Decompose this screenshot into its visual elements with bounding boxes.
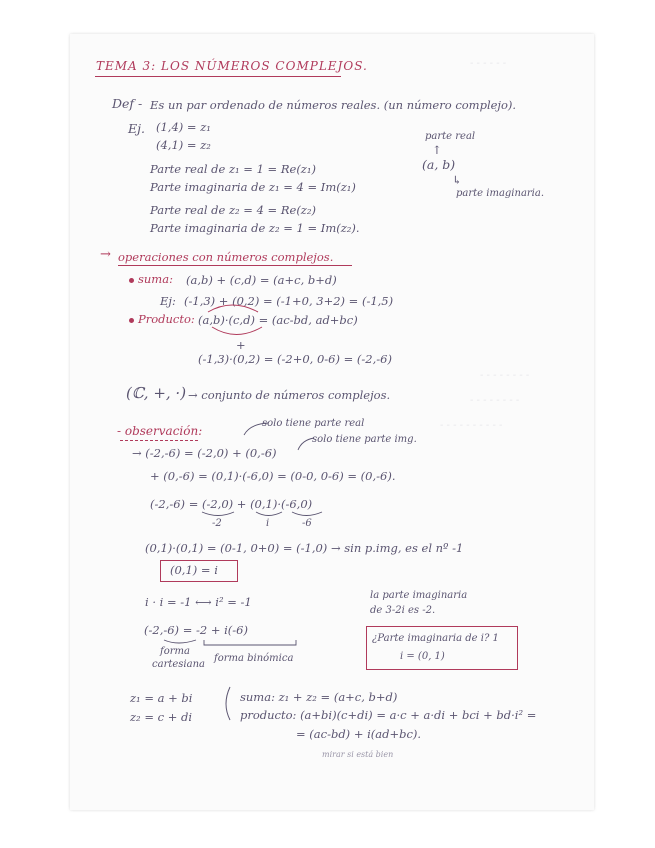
complex-set-symbol: (ℂ, +, ·)	[126, 384, 187, 402]
ops-arrow-icon: →	[100, 247, 111, 262]
diagram-imag-label: parte imaginaria.	[456, 188, 545, 199]
producto-label: Producto:	[138, 312, 195, 326]
def-text: Es un par ordenado de números reales. (un número complejo).	[150, 98, 517, 112]
suma-formula: (a,b) + (c,d) = (a+c, b+d)	[186, 273, 337, 287]
diagram-arrow-up-icon: ↑	[432, 143, 442, 157]
ex-z2: (4,1) = z₂	[156, 138, 211, 152]
z1-definition: z₁ = a + bi	[130, 691, 193, 705]
real-part-z2: Parte real de z₂ = 4 = Re(z₂)	[150, 203, 316, 217]
product-binomial: producto: (a+bi)(c+di) = a·c + a·di + bci + bd·i² =	[240, 708, 537, 722]
observacion-title: - observación:	[117, 424, 203, 438]
diagram-arrow-down-icon: ↳	[452, 173, 462, 187]
forma-cartesiana-1: forma	[160, 646, 190, 657]
note-imag-line-2: de 3-2i es -2.	[370, 605, 436, 616]
real-part-z1: Parte real de z₁ = 1 = Re(z₁)	[150, 162, 316, 176]
producto-plus: +	[236, 338, 246, 352]
imag-part-z1: Parte imaginaria de z₁ = 4 = Im(z₁)	[150, 180, 356, 194]
ops-title: operaciones con números complejos.	[118, 250, 334, 264]
forma-cartesiana-2: cartesiana	[152, 659, 205, 670]
bleed-through: - - - - - - - -	[480, 370, 530, 381]
binomial-example: (-2,-6) = -2 + i(-6)	[144, 623, 248, 637]
obs-sub-2: i	[266, 518, 270, 529]
footer-note: mirar si está bien	[322, 750, 394, 759]
obs-line-2: + (0,-6) = (0,1)·(-6,0) = (0-0, 0-6) = (0,-6).	[150, 469, 396, 483]
def-label: Def -	[112, 96, 143, 111]
note-only-real: solo tiene parte real	[262, 418, 365, 429]
producto-example: (-1,3)·(0,2) = (-2+0, 0-6) = (-2,-6)	[198, 352, 392, 366]
i-squared: i · i = -1 ⟷ i² = -1	[145, 595, 252, 609]
observacion-underline	[120, 440, 198, 441]
i-definition: (0,1) = i	[170, 563, 218, 577]
product-binomial-result: = (ac-bd) + i(ad+bc).	[296, 727, 422, 741]
forma-binomica: forma binómica	[214, 653, 294, 664]
obs-line-4: (0,1)·(0,1) = (0-1, 0+0) = (-1,0) → sin p.img, es el nº -1	[145, 541, 464, 555]
imag-question: ¿Parte imaginaria de i? 1	[372, 633, 499, 644]
imag-answer: i = (0, 1)	[400, 651, 445, 662]
ex-z1: (1,4) = z₁	[156, 120, 211, 134]
ej-label: Ej.	[128, 121, 145, 136]
z2-definition: z₂ = c + di	[130, 710, 193, 724]
suma-example: (-1,3) + (0,2) = (-1+0, 3+2) = (-1,5)	[184, 294, 394, 308]
complex-set-text: → conjunto de números complejos.	[188, 388, 391, 402]
producto-formula: (a,b)·(c,d) = (ac-bd, ad+bc)	[198, 313, 358, 327]
obs-sub-3: -6	[302, 518, 312, 529]
sum-binomial: suma: z₁ + z₂ = (a+c, b+d)	[240, 690, 398, 704]
diagram-real-label: parte real	[425, 131, 476, 142]
bleed-through: - - - - - - - -	[470, 395, 520, 406]
diagram-pair: (a, b)	[422, 157, 456, 172]
suma-label: suma:	[138, 272, 173, 286]
obs-line-1: → (-2,-6) = (-2,0) + (0,-6)	[132, 446, 277, 460]
bleed-through: - - - - - - - - - -	[440, 420, 503, 431]
obs-sub-1: -2	[212, 518, 222, 529]
imag-part-z2: Parte imaginaria de z₂ = 1 = Im(z₂).	[150, 221, 360, 235]
suma-example-label: Ej:	[160, 294, 176, 308]
bleed-through: - - - - - -	[470, 58, 507, 69]
note-imag-line-1: la parte imaginaria	[370, 590, 468, 601]
note-only-imag: solo tiene parte img.	[312, 434, 417, 445]
page-title: TEMA 3: LOS NÚMEROS COMPLEJOS.	[96, 59, 368, 73]
obs-line-3: (-2,-6) = (-2,0) + (0,1)·(-6,0)	[150, 497, 313, 511]
